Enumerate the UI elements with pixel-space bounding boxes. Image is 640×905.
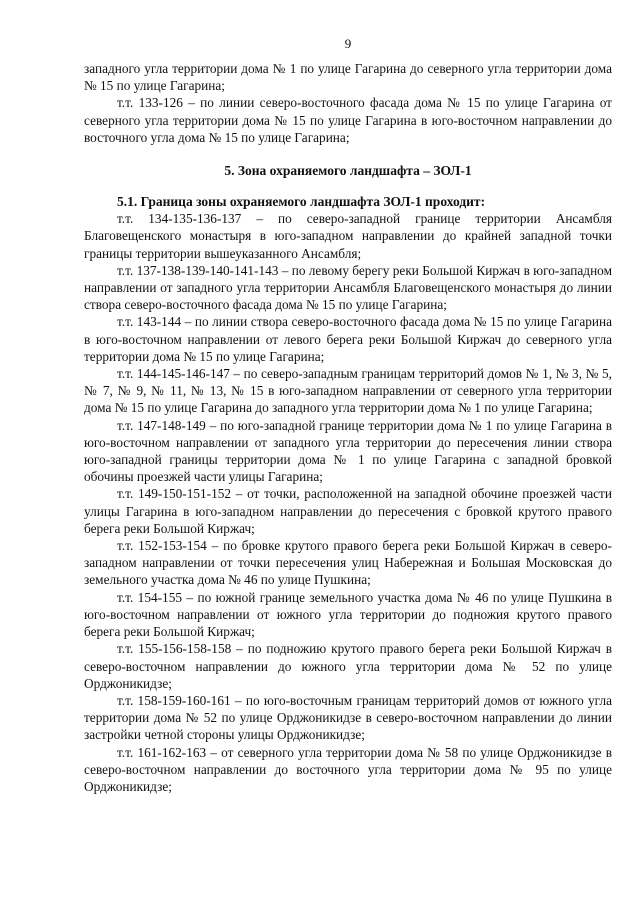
section-title: 5. Зона охраняемого ландшафта – ЗОЛ-1: [224, 163, 472, 179]
paragraph-134-137: т.т. 134-135-136-137 – по северо-западной границе территории Ансамбля Благовещенского монастыря в юго-западном направлении до крайней западной точки границы территории вышеуказанного Ансамбля;: [84, 211, 612, 261]
page-number: 9: [344, 36, 352, 51]
paragraph-147-149: т.т. 147-148-149 – по юго-западной границе территории дома № 1 по улице Гагарина в юго-восточном направлении от западного угла территории до пересечения линии створа юго-западной границы территории дома № 1 по улице Гагарина с западной бровкой обочины проезжей части улицы Гагарина;: [84, 417, 612, 485]
paragraph-158-161: т.т. 158-159-160-161 – по юго-восточным границам территорий домов от южного угла территории дома № 52 по улице Орджоникидзе в северо-восточном направлении до линии застройки четной стороны улицы Орджоникидзе;: [84, 692, 612, 743]
paragraph-161-163: т.т. 161-162-163 – от северного угла территории дома № 58 по улице Орджоникидзе в северо-восточном направлении до восточного угла территории дома № 95 по улице Орджоникидзе;: [84, 744, 612, 794]
paragraph-155-158: т.т. 155-156-158-158 – по подножию крутого правого берега реки Большой Киржач в северо-восточном направлении до южного угла территории дома № 52 по улице Орджоникидзе;: [84, 641, 612, 691]
document-body: [84, 60, 612, 795]
paragraph-143-144: т.т. 143-144 – по линии створа северо-восточного фасада дома № 15 по улице Гагарина в юго-восточном направлении от левого берега реки Большой Киржач до северного угла территории дома № 15 по улице Гагарина;: [84, 314, 612, 364]
paragraph-154-155: т.т. 154-155 – по южной границе земельного участка дома № 46 по улице Пушкина в юго-восточном направлении от южного угла территории до подножия крутого правого берега реки Большой Киржач;: [84, 589, 612, 640]
paragraph-149-152: т.т. 149-150-151-152 – от точки, расположенной на западной обочине проезжей части улицы Гагарина в юго-западном направлении до пересечения с бровкой крутого правого берега реки Большой Киржач;: [84, 486, 612, 536]
paragraph-137-143: т.т. 137-138-139-140-141-143 – по левому берегу реки Большой Киржач в юго-западном направлении от западного угла территории Ансамбля Благовещенского монастыря до линии створа северо-восточного фасада дома № 15 по улице Гагарина;: [84, 262, 612, 313]
paragraph-133-126: т.т. 133-126 – по линии северо-восточного фасада дома № 15 по улице Гагарина от северного угла территории дома № 15 по улице Гагарина в юго-восточном направлении до восточного угла дома № 15 по улице Гагарина;: [84, 95, 612, 145]
subsection-title: 5.1. Граница зоны охраняемого ландшафта ЗОЛ-1 проходит:: [117, 194, 486, 210]
paragraph-144-147: т.т. 144-145-146-147 – по северо-западным границам территорий домов № 1, № 3, № 5, № 7, № 9, № 11, № 13, № 15 в юго-западном направлении от северного угла территории дома № 15 по улице Гагарина до западного угла территории дома № 1 по улице Гагарина;: [84, 366, 612, 416]
paragraph-continuation: западного угла территории дома № 1 по улице Гагарина до северного угла территории дома № 15 по улице Гагарина;: [84, 61, 612, 94]
paragraph-152-154: т.т. 152-153-154 – по бровке крутого правого берега реки Большой Киржач в северо-западном направлении от точки пересечения улиц Набережная и Большая Московская до земельного участка дома № 46 по улице Пушкина;: [84, 538, 612, 588]
